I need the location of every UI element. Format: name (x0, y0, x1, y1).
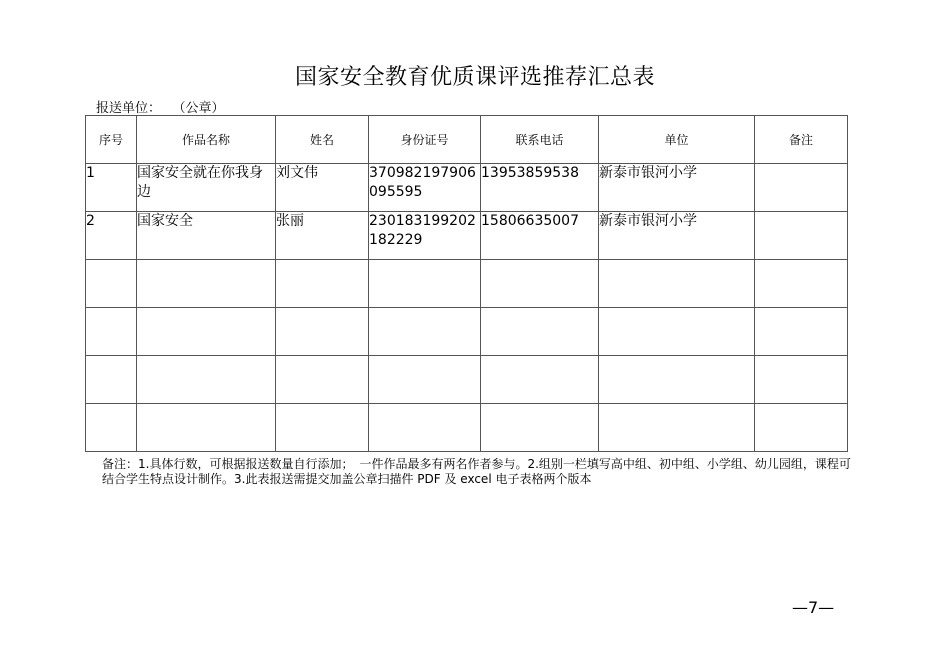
submitting-unit-label: 报送单位： (96, 101, 162, 116)
cell-work-title (137, 308, 276, 356)
cell-organization: 新泰市银河小学 (599, 212, 755, 260)
table-row (86, 308, 848, 356)
table-header-row (86, 116, 848, 164)
cell-remarks (755, 260, 848, 308)
cell-name (276, 404, 369, 452)
table-row (86, 404, 848, 452)
cell-name (276, 260, 369, 308)
header-name: 姓名 (276, 116, 369, 164)
cell-organization: 新泰市银河小学 (599, 164, 755, 212)
cell-remarks (755, 308, 848, 356)
cell-organization (599, 260, 755, 308)
stamp-label: （公章） (179, 101, 225, 116)
cell-phone (481, 308, 599, 356)
cell-name: 刘文伟 (276, 164, 369, 212)
header-id-number: 身份证号 (369, 116, 481, 164)
cell-work-title: 国家安全 (137, 212, 276, 260)
cell-name (276, 308, 369, 356)
cell-remarks (755, 356, 848, 404)
cell-phone: 15806635007 (481, 212, 599, 260)
cell-id-number (369, 356, 481, 404)
cell-work-title (137, 260, 276, 308)
table-row (86, 164, 848, 212)
cell-organization (599, 308, 755, 356)
cell-remarks (755, 404, 848, 452)
cell-id-number (369, 260, 481, 308)
cell-name: 张丽 (276, 212, 369, 260)
summary-table (85, 115, 848, 452)
cell-phone (481, 260, 599, 308)
submitting-unit-line (96, 97, 225, 116)
table-row (86, 356, 848, 404)
cell-phone: 13953859538 (481, 164, 599, 212)
cell-phone (481, 356, 599, 404)
cell-name (276, 356, 369, 404)
page-number: —7— (792, 598, 835, 617)
cell-serial-number (86, 308, 137, 356)
cell-id-number (369, 308, 481, 356)
cell-serial-number: 1 (86, 164, 137, 212)
cell-id-number: 370982197906095595 (369, 164, 481, 212)
cell-id-number (369, 404, 481, 452)
cell-phone (481, 404, 599, 452)
header-serial-number: 序号 (86, 116, 137, 164)
table-row (86, 260, 848, 308)
header-work-title: 作品名称 (137, 116, 276, 164)
document-title: 国家安全教育优质课评选推荐汇总表 (294, 65, 655, 90)
cell-serial-number (86, 404, 137, 452)
cell-serial-number: 2 (86, 212, 137, 260)
header-organization: 单位 (599, 116, 755, 164)
cell-remarks (755, 164, 848, 212)
footnote: 备注：1.具体行数，可根据报送数量自行添加； 一件作品最多有两名作者参与。2.组别一栏填写高中组、初中组、小学组、幼儿园组，课程可结合学生特点设计制作。3.此表报送需提交加盖公章扫描件 PDF 及 excel 电子表格两个版本 (102, 457, 851, 486)
header-remarks: 备注 (755, 116, 848, 164)
table-row (86, 212, 848, 260)
cell-serial-number (86, 356, 137, 404)
cell-organization (599, 404, 755, 452)
cell-work-title: 国家安全就在你我身边 (137, 164, 276, 212)
cell-id-number: 230183199202182229 (369, 212, 481, 260)
cell-remarks (755, 212, 848, 260)
header-phone: 联系电话 (481, 116, 599, 164)
cell-serial-number (86, 260, 137, 308)
cell-work-title (137, 404, 276, 452)
cell-organization (599, 356, 755, 404)
cell-work-title (137, 356, 276, 404)
